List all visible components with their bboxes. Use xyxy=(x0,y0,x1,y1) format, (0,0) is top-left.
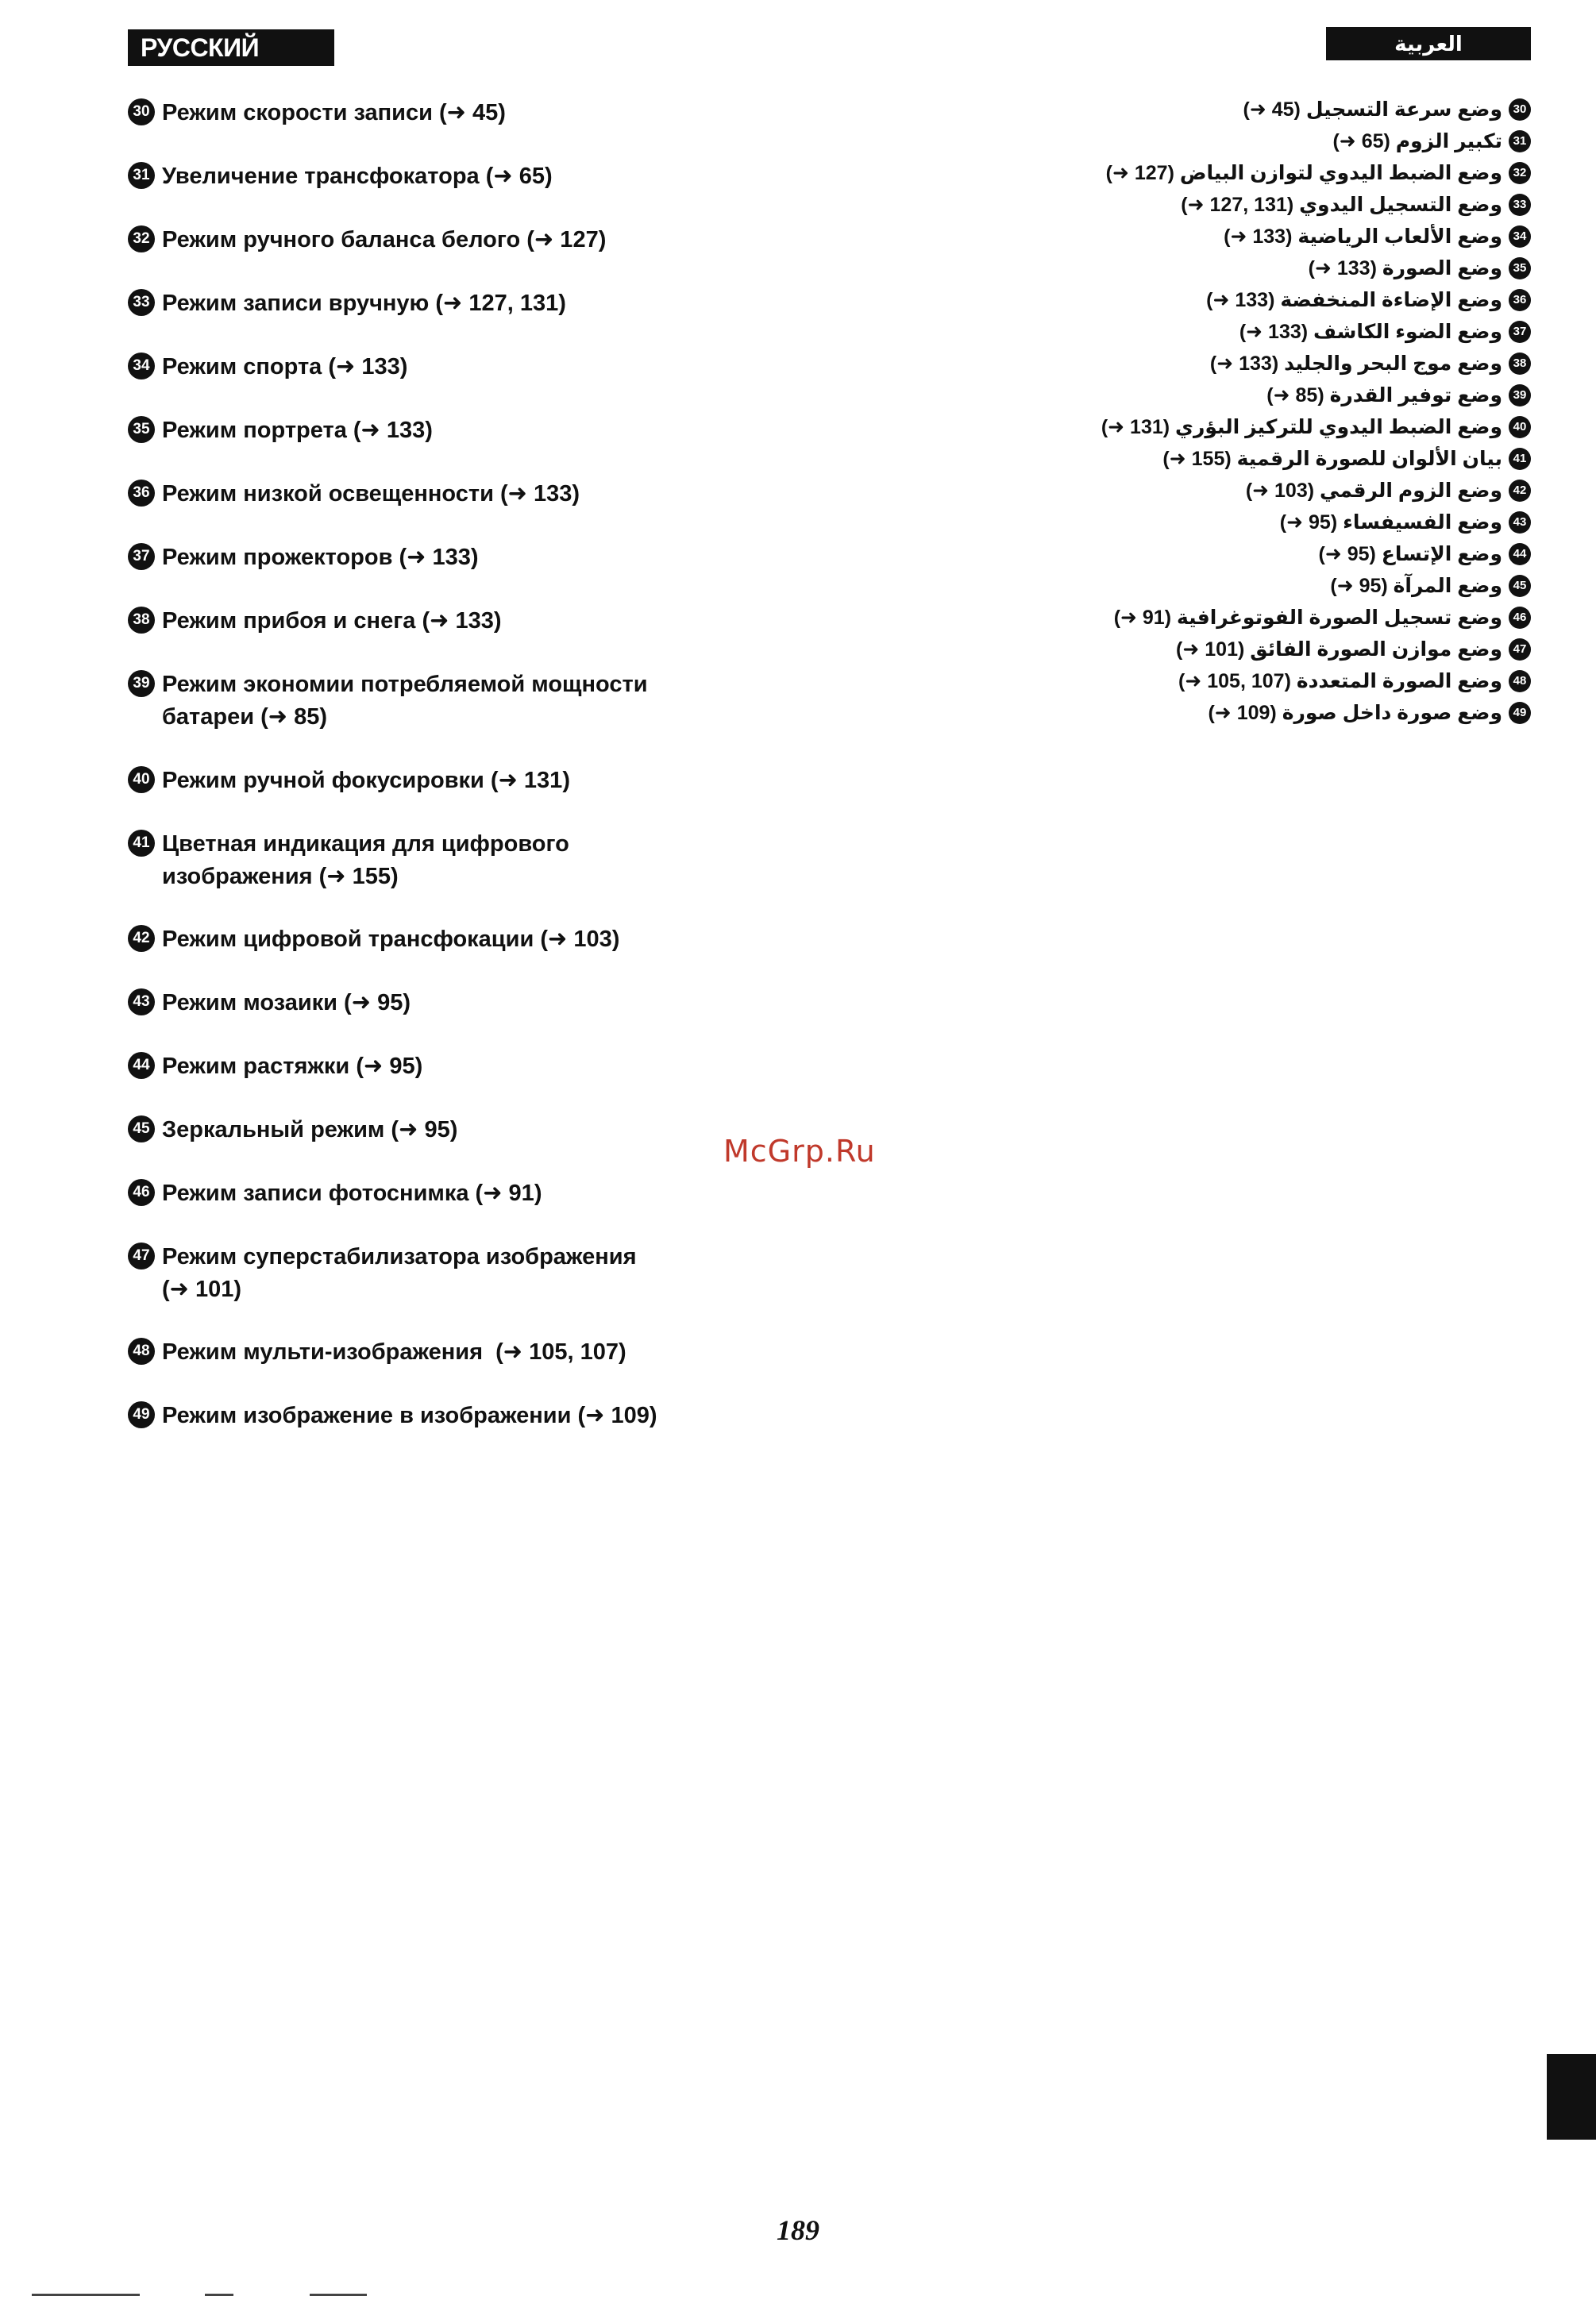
item-number-badge: 35 xyxy=(1509,257,1531,279)
ar-legend-item-31 xyxy=(1332,125,1531,157)
item-number-badge: 34 xyxy=(1509,225,1531,248)
ru-legend-text: Режим записи вручную (➜ 127, 131) xyxy=(162,291,566,316)
ru-legend-text: Режим скорости записи (➜ 45) xyxy=(162,100,506,125)
ru-legend-item-49 xyxy=(128,1400,797,1432)
item-number-badge: 46 xyxy=(128,1179,155,1206)
footer-rule xyxy=(310,2294,367,2296)
ar-legend-item-44 xyxy=(1319,538,1532,570)
ar-legend-item-36 xyxy=(1206,284,1531,316)
ru-legend-text: Режим портрета (➜ 133) xyxy=(162,418,433,443)
ru-legend-text: Режим растяжки (➜ 95) xyxy=(162,1054,423,1079)
ru-legend-item-39 xyxy=(128,668,797,734)
ru-legend-item-30 xyxy=(128,97,797,129)
ar-legend-item-35 xyxy=(1309,252,1531,284)
item-number-badge: 31 xyxy=(1509,130,1531,152)
ar-legend-item-46 xyxy=(1114,602,1531,634)
ar-legend-text: وضع سرعة التسجيل (45 ➜) xyxy=(1243,98,1502,121)
ru-legend-text: Режим спорта (➜ 133) xyxy=(162,354,408,380)
item-number-badge: 41 xyxy=(1509,448,1531,470)
item-number-badge: 43 xyxy=(128,988,155,1015)
item-number-badge: 36 xyxy=(128,480,155,507)
ru-legend-item-47 xyxy=(128,1241,797,1306)
ar-legend-item-33 xyxy=(1181,189,1531,221)
ar-legend-text: وضع الصورة (133 ➜) xyxy=(1308,257,1502,279)
section-tab-russian: РУССКИЙ ЯЗЫК xyxy=(128,29,334,66)
footer-rule xyxy=(205,2294,233,2296)
item-number-badge: 47 xyxy=(1509,638,1531,661)
ar-legend-item-47 xyxy=(1176,634,1531,665)
ru-legend-item-40 xyxy=(128,765,797,797)
ru-legend-text: Режим экономии потребляемой мощности батареи (➜ 85) xyxy=(162,672,648,730)
ar-legend-text: وضع الصورة المتعددة (107 ,105 ➜) xyxy=(1178,670,1502,692)
ru-legend-item-43 xyxy=(128,987,797,1019)
item-number-badge: 48 xyxy=(1509,670,1531,692)
item-number-badge: 40 xyxy=(128,766,155,793)
item-number-badge: 33 xyxy=(1509,194,1531,216)
ru-legend-item-48 xyxy=(128,1336,797,1369)
ar-legend-text: تكبير الزوم (65 ➜) xyxy=(1332,130,1502,152)
ru-legend-item-38 xyxy=(128,605,797,638)
ar-legend-text: وضع الضبط اليدوي للتركيز البؤري (131 ➜) xyxy=(1101,416,1502,438)
ru-legend-text: Режим ручной фокусировки (➜ 131) xyxy=(162,768,570,793)
item-number-badge: 42 xyxy=(1509,480,1531,502)
ru-legend-item-36 xyxy=(128,478,797,511)
ru-legend-text: Режим мозаики (➜ 95) xyxy=(162,990,411,1015)
ru-legend-item-46 xyxy=(128,1177,797,1210)
item-number-badge: 44 xyxy=(1509,543,1531,565)
ru-legend-text: Режим суперстабилизатора изображения (➜ 101) xyxy=(162,1244,637,1302)
ru-legend-text: Зеркальный режим (➜ 95) xyxy=(162,1117,458,1142)
ru-legend-text: Режим цифровой трансфокации (➜ 103) xyxy=(162,927,620,952)
ru-legend-text: Цветная индикация для цифрового изображения (➜ 155) xyxy=(162,831,569,889)
ru-legend-text: Режим изображение в изображении (➜ 109) xyxy=(162,1403,657,1428)
item-number-badge: 35 xyxy=(128,416,155,443)
page-edge-tab xyxy=(1547,2054,1596,2140)
ar-legend-text: وضع موج البحر والجليد (133 ➜) xyxy=(1209,353,1502,375)
ar-legend-item-40 xyxy=(1101,411,1531,443)
item-number-badge: 40 xyxy=(1509,416,1531,438)
ar-legend-text: وضع الفسيفساء (95 ➜) xyxy=(1279,511,1502,534)
item-number-badge: 32 xyxy=(1509,162,1531,184)
ru-legend-text: Режим ручного баланса белого (➜ 127) xyxy=(162,227,607,252)
ar-legend-text: وضع الإتساع (95 ➜) xyxy=(1318,543,1502,565)
ar-legend-item-34 xyxy=(1224,221,1531,252)
item-number-badge: 49 xyxy=(1509,702,1531,724)
item-number-badge: 31 xyxy=(128,162,155,189)
item-number-badge: 36 xyxy=(1509,289,1531,311)
item-number-badge: 41 xyxy=(128,830,155,857)
ar-legend-text: وضع الألعاب الرياضية (133 ➜) xyxy=(1224,225,1502,248)
ru-legend-item-37 xyxy=(128,541,797,574)
ru-legend-text: Режим записи фотоснимка (➜ 91) xyxy=(162,1181,542,1206)
ar-legend-text: وضع موازن الصورة الفائق (101 ➜) xyxy=(1176,638,1502,661)
item-number-badge: 39 xyxy=(1509,384,1531,406)
item-number-badge: 45 xyxy=(1509,575,1531,597)
item-number-badge: 42 xyxy=(128,925,155,952)
ar-legend-text: وضع الإضاءة المنخفضة (133 ➜) xyxy=(1206,289,1502,311)
ar-legend-text: وضع توفير القدرة (85 ➜) xyxy=(1266,384,1502,406)
ar-legend-text: وضع المرآة (95 ➜) xyxy=(1330,575,1502,597)
item-number-badge: 38 xyxy=(1509,353,1531,375)
ru-legend-item-42 xyxy=(128,923,797,956)
ar-legend-text: وضع الضوء الكاشف (133 ➜) xyxy=(1239,321,1502,343)
ar-legend-text: وضع التسجيل اليدوي (131 ,127 ➜) xyxy=(1181,194,1502,216)
ar-legend-item-39 xyxy=(1266,380,1531,411)
ru-legend-item-35 xyxy=(128,414,797,447)
item-number-badge: 37 xyxy=(128,543,155,570)
ru-legend-text: Режим прожекторов (➜ 133) xyxy=(162,545,479,570)
ru-legend-item-32 xyxy=(128,224,797,256)
item-number-badge: 33 xyxy=(128,289,155,316)
ar-legend-item-37 xyxy=(1239,316,1531,348)
item-number-badge: 48 xyxy=(128,1338,155,1365)
ru-legend-text: Увеличение трансфокатора (➜ 65) xyxy=(162,164,553,189)
watermark: McGrp.Ru xyxy=(723,1134,876,1169)
ar-legend-item-42 xyxy=(1246,475,1531,507)
ar-legend-item-32 xyxy=(1106,157,1531,189)
ru-legend-item-45 xyxy=(128,1114,797,1146)
ar-legend-item-49 xyxy=(1208,697,1531,729)
ar-legend-item-43 xyxy=(1280,507,1531,538)
item-number-badge: 47 xyxy=(128,1243,155,1270)
item-number-badge: 37 xyxy=(1509,321,1531,343)
footer-rule xyxy=(32,2294,140,2296)
item-number-badge: 39 xyxy=(128,670,155,697)
ar-legend-item-41 xyxy=(1162,443,1531,475)
item-number-badge: 44 xyxy=(128,1052,155,1079)
ru-legend-text: Режим прибоя и снега (➜ 133) xyxy=(162,608,502,634)
ar-legend-item-30 xyxy=(1243,94,1531,125)
section-tab-arabic: العربية xyxy=(1326,27,1531,60)
ru-legend-item-31 xyxy=(128,160,797,193)
ar-legend-text: وضع الزوم الرقمي (103 ➜) xyxy=(1245,480,1502,502)
ru-legend-text: Режим мульти-изображения (➜ 105, 107) xyxy=(162,1339,626,1365)
item-number-badge: 32 xyxy=(128,225,155,252)
item-number-badge: 38 xyxy=(128,607,155,634)
item-number-badge: 34 xyxy=(128,353,155,380)
item-number-badge: 49 xyxy=(128,1401,155,1428)
ar-legend-item-48 xyxy=(1178,665,1531,697)
ar-legend-text: وضع صورة داخل صورة (109 ➜) xyxy=(1208,702,1502,724)
page-number: 189 xyxy=(777,2214,819,2246)
ru-legend-item-44 xyxy=(128,1050,797,1083)
ar-legend-text: وضع الضبط اليدوي لتوازن البياض (127 ➜) xyxy=(1105,162,1502,184)
ar-legend-text: بيان الألوان للصورة الرقمية (155 ➜) xyxy=(1162,448,1502,470)
item-number-badge: 43 xyxy=(1509,511,1531,534)
item-number-badge: 30 xyxy=(1509,98,1531,121)
ru-legend-item-34 xyxy=(128,351,797,383)
ar-legend-item-38 xyxy=(1210,348,1531,380)
ar-legend-item-45 xyxy=(1330,570,1531,602)
item-number-badge: 46 xyxy=(1509,607,1531,629)
ru-legend-text: Режим низкой освещенности (➜ 133) xyxy=(162,481,580,507)
ar-legend-text: وضع تسجيل الصورة الفوتوغرافية (91 ➜) xyxy=(1113,607,1502,629)
ru-legend-item-41 xyxy=(128,828,797,893)
item-number-badge: 30 xyxy=(128,98,155,125)
ru-legend-item-33 xyxy=(128,287,797,320)
item-number-badge: 45 xyxy=(128,1115,155,1142)
